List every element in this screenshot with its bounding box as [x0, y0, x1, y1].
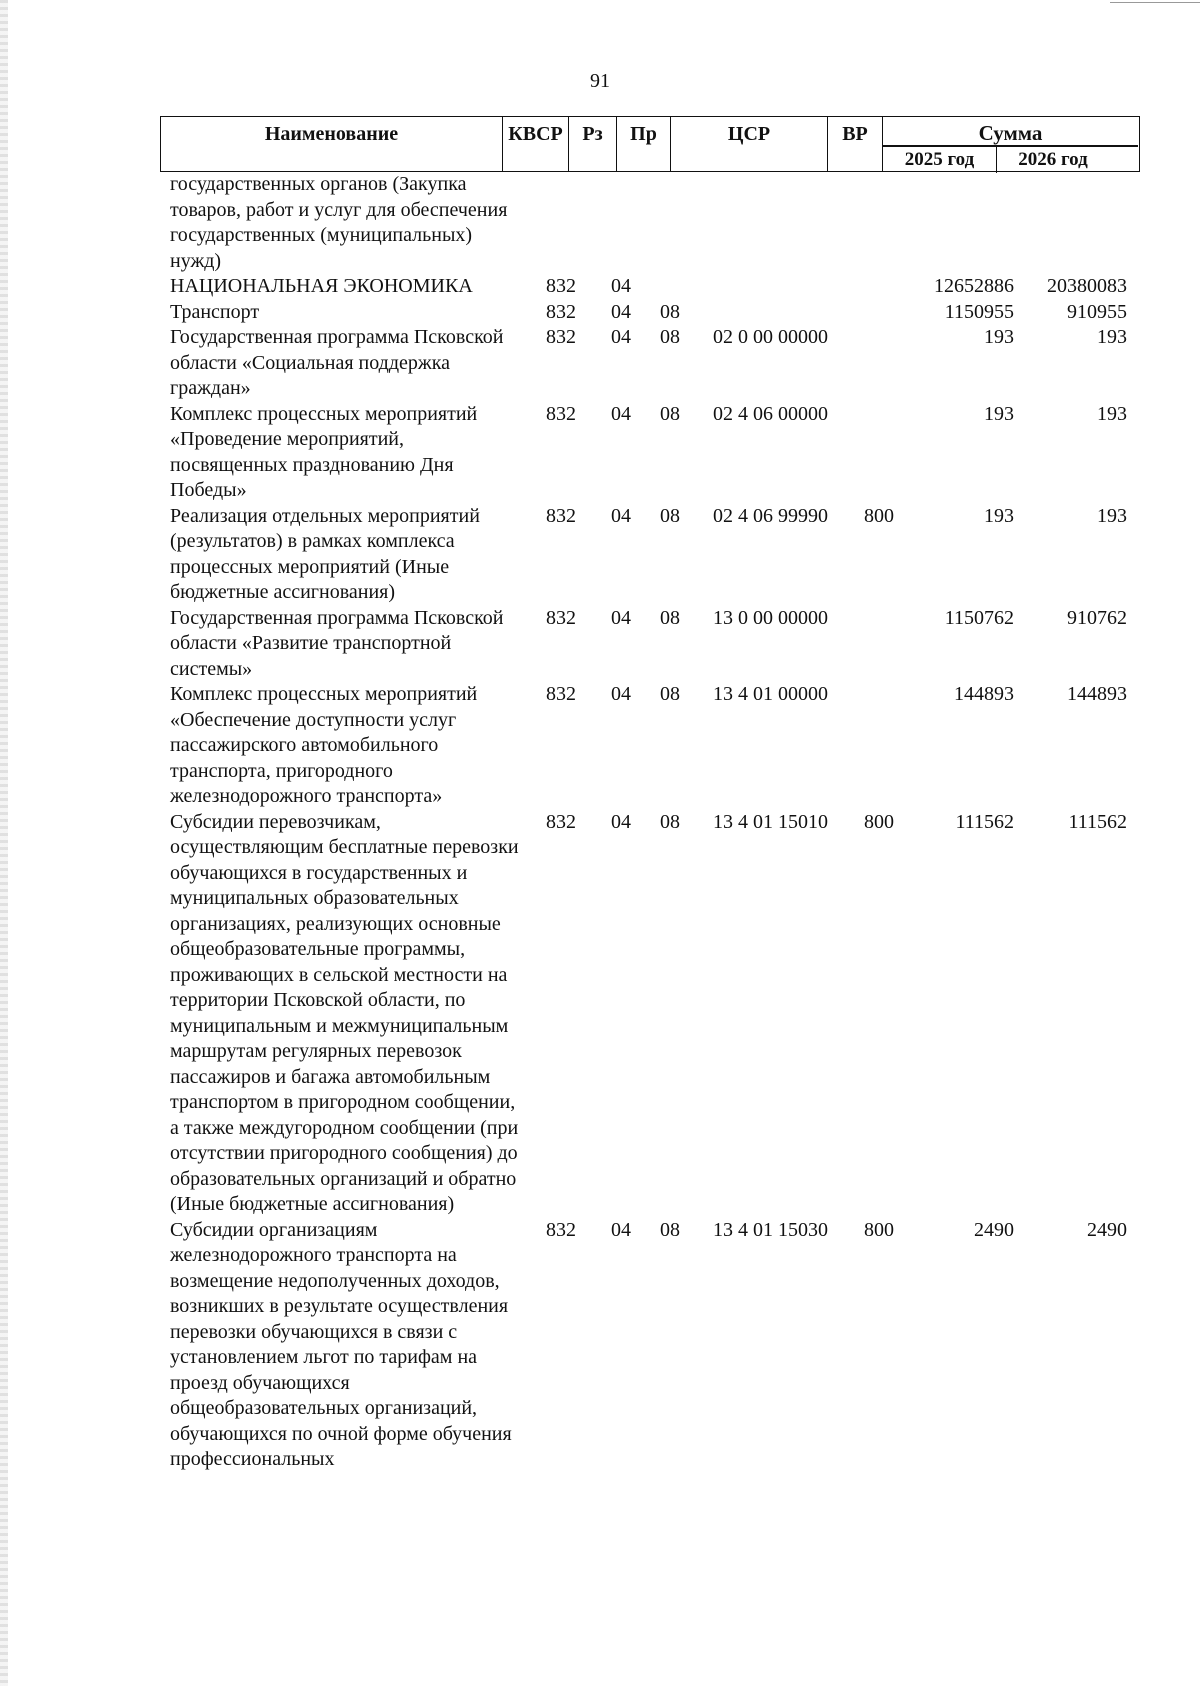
header-rz: Рз: [569, 117, 617, 171]
table-row: [0, 325, 1200, 402]
row-sum-2025: 144893: [954, 683, 1014, 705]
row-csr: 13 0 00 00000: [713, 606, 828, 629]
row-csr: 13 4 01 15010: [713, 810, 828, 833]
page-number: 91: [590, 70, 610, 92]
row-kvsr: 832: [546, 1218, 576, 1241]
row-name: Комплекс процессных мероприятий «Обеспечение доступности услуг пассажирского автомобильного транспорта, пригородного железнодорожного транспорта»: [170, 683, 478, 807]
row-sum-2026: 910955: [1067, 300, 1127, 323]
row-rz: 04: [611, 683, 631, 705]
row-kvsr: 832: [546, 683, 576, 705]
row-kvsr: 832: [546, 402, 576, 425]
table-row: [0, 810, 1200, 1218]
row-rz: 04: [611, 326, 631, 348]
row-name: Субсидии организациям железнодорожного транспорта на возмещение недополученных доходов, возникших в результате осуществления перевозки обучающихся в связи с установлением льгот по тарифам на проезд обучающихся общеобразовательных организаций, обучающихся по очной форме обучения профессиональных: [170, 1218, 512, 1470]
header-kvsr: КВСР: [503, 117, 569, 171]
row-pr: 08: [660, 326, 680, 348]
row-csr: 02 4 06 99990: [713, 504, 828, 527]
row-rz: 04: [611, 402, 631, 425]
header-vr: ВР: [828, 117, 883, 171]
header-name: Наименование: [161, 117, 503, 171]
row-pr: 08: [660, 683, 680, 705]
row-kvsr: 832: [546, 275, 576, 297]
row-vr: 800: [864, 504, 894, 527]
table-row: [0, 402, 1200, 504]
row-rz: 04: [611, 1218, 631, 1241]
row-sum-2026: 193: [1097, 326, 1127, 348]
row-name: Государственная программа Псковской области «Развитие транспортной системы»: [170, 606, 504, 680]
row-kvsr: 832: [546, 504, 576, 527]
row-sum-2026: 111562: [1068, 810, 1127, 833]
row-pr: 08: [660, 810, 680, 833]
row-csr: 13 4 01 15030: [713, 1218, 828, 1241]
row-sum-2026: 2490: [1087, 1218, 1127, 1241]
row-sum-2025: 1150762: [944, 606, 1014, 629]
row-name: Субсидии перевозчикам, осуществляющим бесплатные перевозки обучающихся в государственных и муниципальных образовательных организациях, реализующих основные общеобразовательные программы, проживающих в сельской местности на территории Псковской области, по муниципальным и межмуниципальным маршрутам регулярных перевозок пассажиров и багажа автомобильным транспортом в пригородном сообщении, а также междугородном сообщении (при отсутствии пригородного сообщения) до образовательных организаций и обратно (Иные бюджетные ассигнования): [170, 810, 519, 1215]
row-sum-2026: 910762: [1067, 606, 1127, 629]
row-kvsr: 832: [546, 606, 576, 629]
table-row: [0, 682, 1200, 810]
table-row: [0, 172, 1200, 274]
row-csr: 02 4 06 00000: [713, 402, 828, 425]
header-year-2026: 2026 год: [1018, 149, 1088, 170]
row-pr: 08: [660, 402, 680, 425]
header-sum: [883, 117, 1138, 171]
row-kvsr: 832: [546, 300, 576, 323]
header-sum-title: Сумма: [978, 121, 1043, 145]
row-sum-2025: 1150955: [944, 300, 1014, 323]
table-row: [0, 274, 1200, 300]
row-pr: 08: [660, 300, 680, 323]
table-row: [0, 1218, 1200, 1473]
table-row: [0, 300, 1200, 326]
row-name: Реализация отдельных мероприятий (результатов) в рамках комплекса процессных мероприятий (Иные бюджетные ассигнования): [170, 504, 480, 603]
row-rz: 04: [611, 300, 631, 323]
row-kvsr: 832: [546, 810, 576, 833]
row-rz: 04: [611, 504, 631, 527]
header-year-2025: 2025 год: [883, 147, 997, 173]
table-row: [0, 606, 1200, 683]
row-name: государственных органов (Закупка товаров, работ и услуг для обеспечения государственных (муниципальных) нужд): [170, 173, 508, 272]
row-pr: 08: [660, 504, 680, 527]
row-name: НАЦИОНАЛЬНАЯ ЭКОНОМИКА: [170, 275, 473, 297]
table-body: [0, 172, 1200, 1473]
row-sum-2025: 193: [984, 326, 1014, 348]
header-pr: Пр: [617, 117, 671, 171]
row-pr: 08: [660, 606, 680, 629]
row-csr: 13 4 01 00000: [713, 683, 828, 705]
row-rz: 04: [611, 810, 631, 833]
row-sum-2026: 193: [1097, 504, 1127, 527]
header-csr: ЦСР: [671, 117, 828, 171]
row-name: Транспорт: [170, 300, 260, 323]
row-vr: 800: [864, 810, 894, 833]
row-sum-2026: 20380083: [1047, 275, 1127, 297]
row-sum-2025: 2490: [974, 1218, 1014, 1241]
row-rz: 04: [611, 606, 631, 629]
table-row: [0, 504, 1200, 606]
table-header: [160, 116, 1140, 172]
row-name: Комплекс процессных мероприятий «Проведение мероприятий, посвященных празднованию Дня Победы»: [170, 402, 478, 501]
row-csr: 02 0 00 00000: [713, 326, 828, 348]
row-name: Государственная программа Псковской области «Социальная поддержка граждан»: [170, 326, 504, 399]
row-sum-2025: 193: [984, 402, 1014, 425]
row-sum-2025: 111562: [955, 810, 1014, 833]
row-pr: 08: [660, 1218, 680, 1241]
row-sum-2025: 12652886: [934, 275, 1014, 297]
row-sum-2026: 144893: [1067, 683, 1127, 705]
row-sum-2025: 193: [984, 504, 1014, 527]
row-sum-2026: 193: [1097, 402, 1127, 425]
scan-corner-mark: [1110, 2, 1200, 3]
row-kvsr: 832: [546, 326, 576, 348]
row-vr: 800: [864, 1218, 894, 1241]
row-rz: 04: [611, 275, 631, 297]
